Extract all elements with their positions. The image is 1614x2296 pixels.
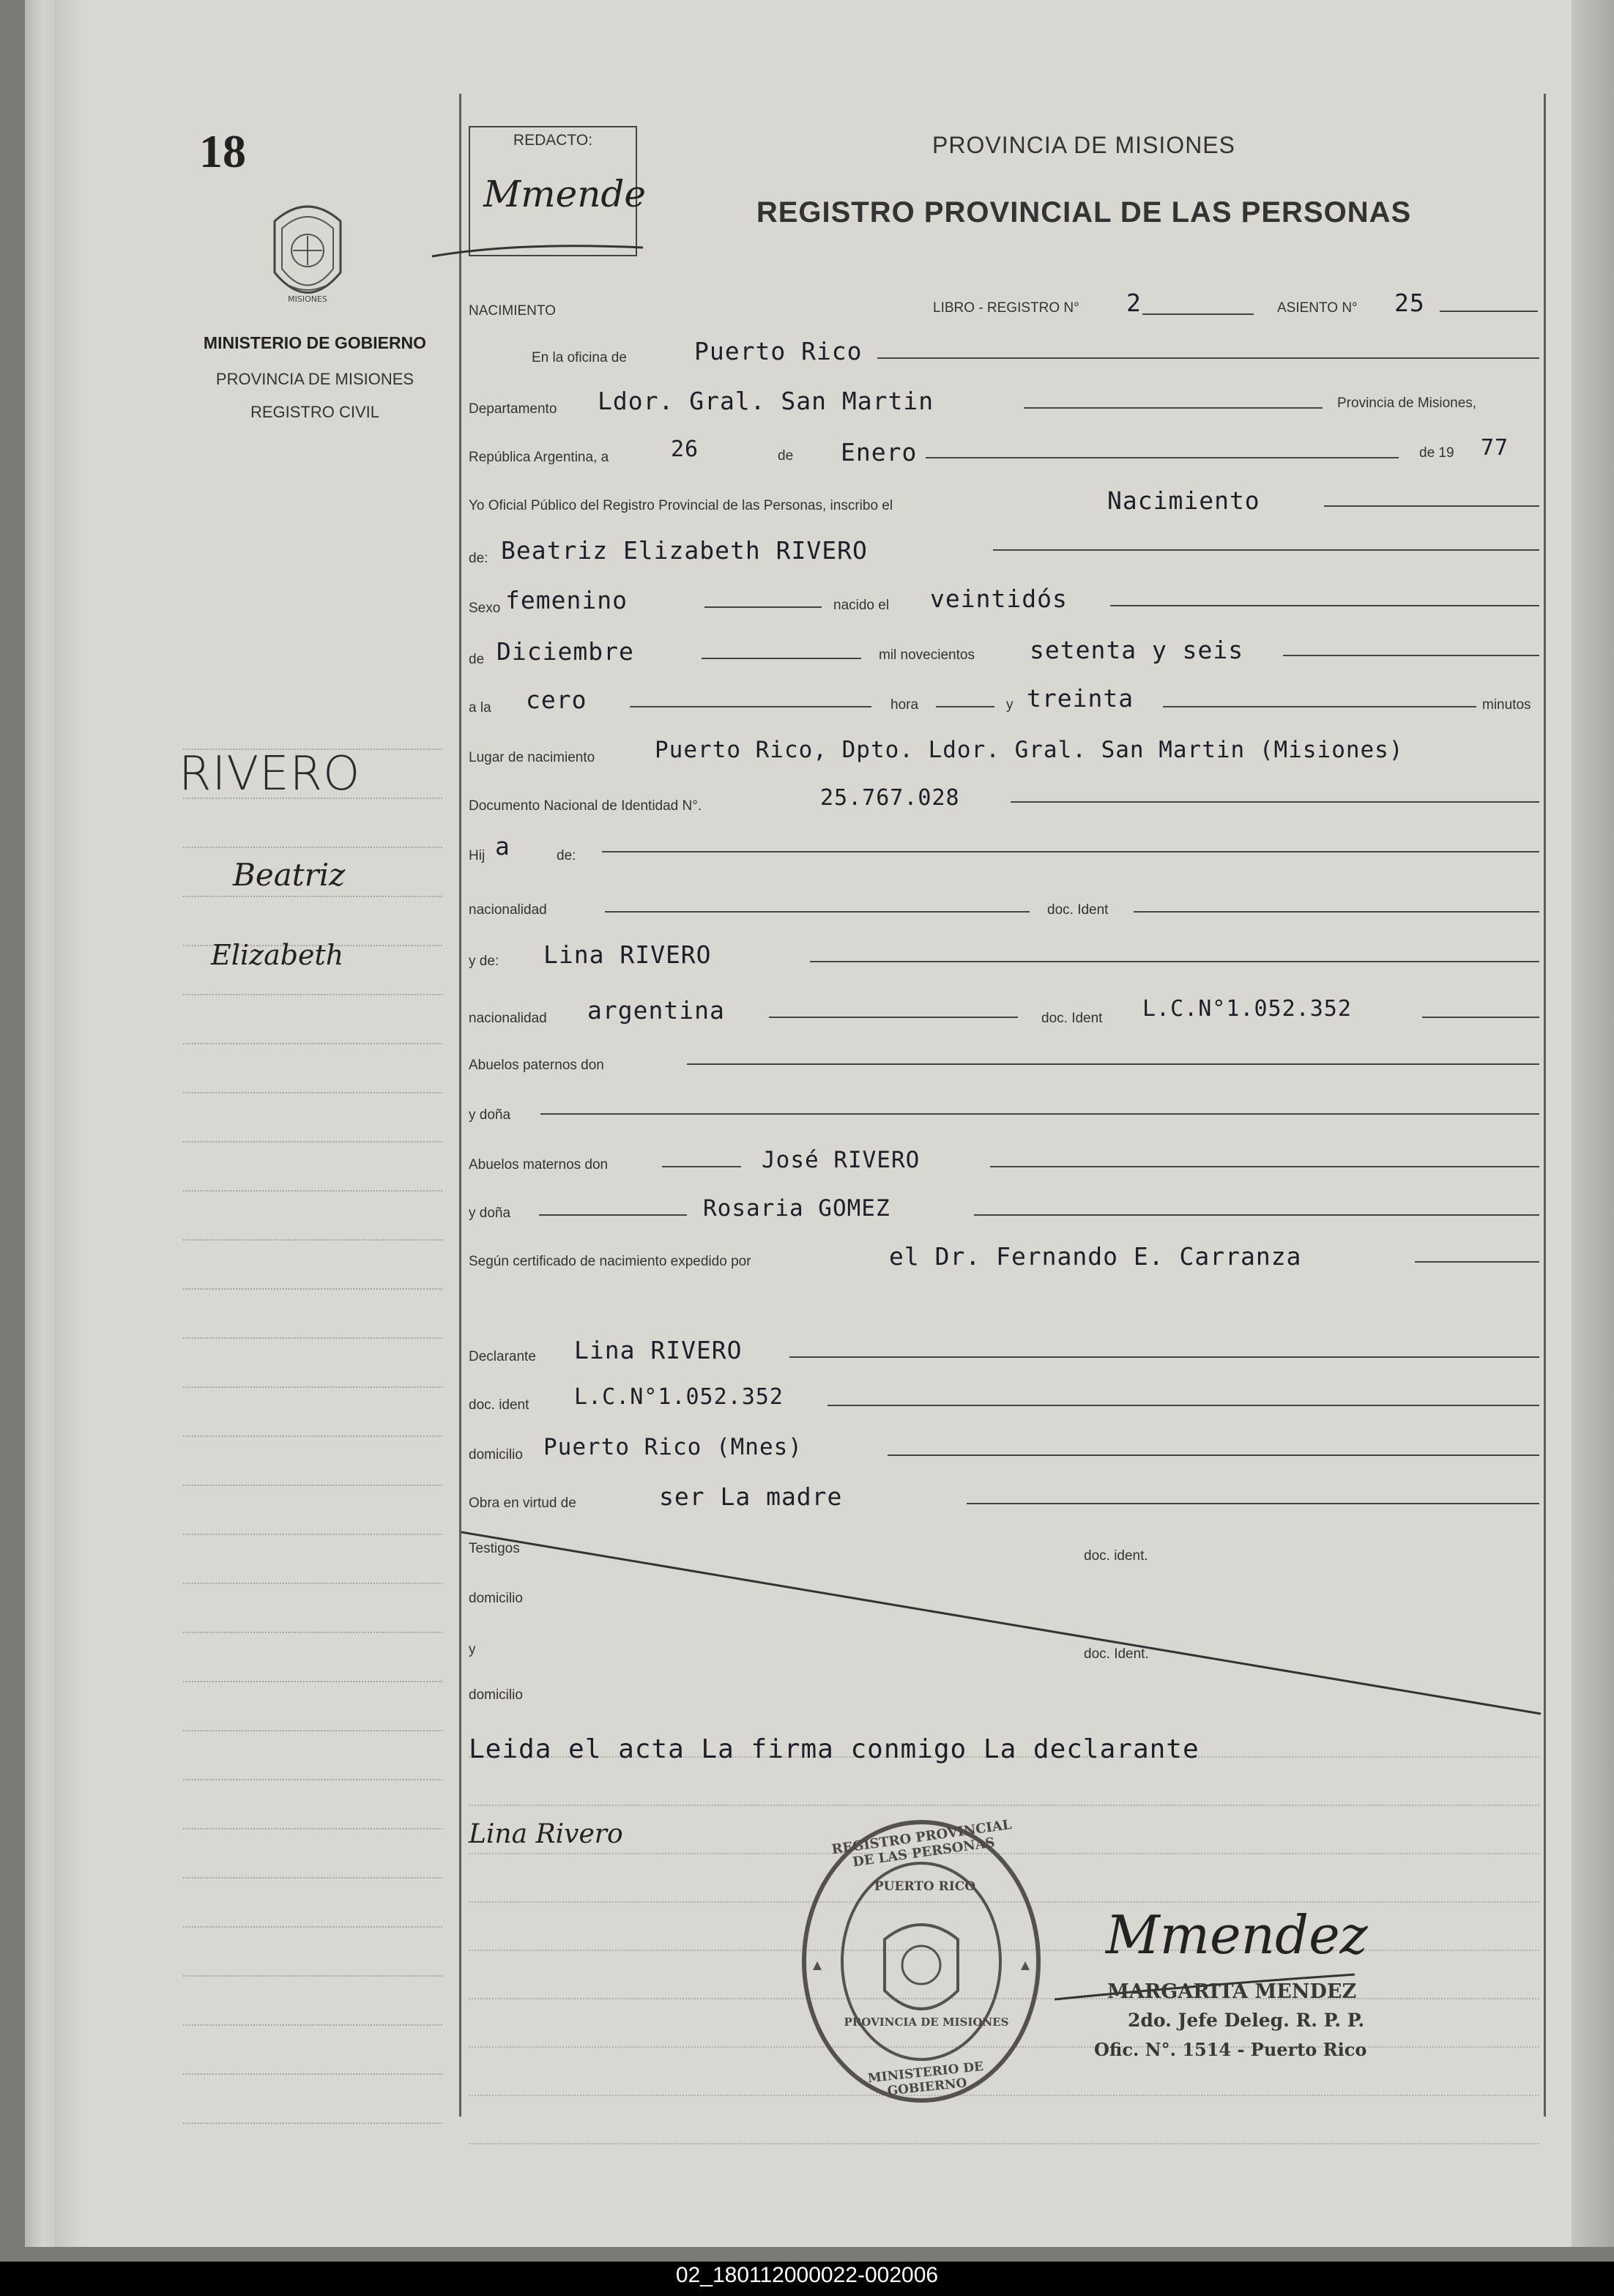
margin-first-name: Beatriz [233, 857, 346, 893]
departamento-value: Ldor. Gral. San Martin [598, 387, 934, 415]
minutos-label: minutos [1482, 697, 1531, 713]
obra-value: ser La madre [659, 1482, 843, 1511]
republica-label: República Argentina, a [469, 450, 609, 465]
doc-declarante-rule [828, 1405, 1539, 1406]
abuelo-materno-rule [990, 1166, 1539, 1167]
margin-rule [183, 1435, 442, 1437]
certificado-label: Según certificado de nacimiento expedido por [469, 1254, 751, 1269]
de-name-label: de: [469, 551, 488, 566]
abuelos-paternos-label: Abuelos paternos don [469, 1058, 604, 1073]
y-label: y [1006, 697, 1014, 713]
nacionalidad-padre-label: nacionalidad [469, 902, 547, 918]
minutos-value: treinta [1027, 684, 1134, 713]
redacto-signature: Mmende [483, 173, 646, 215]
province-title: PROVINCIA DE MISIONES [932, 132, 1235, 158]
abuela-materna-lead-rule [539, 1214, 687, 1216]
margin-rule [183, 1534, 442, 1535]
margin-rule [183, 1337, 442, 1339]
abuela-materna-rule [974, 1214, 1539, 1216]
sexo-value: femenino [505, 586, 628, 614]
certificado-rule [1415, 1261, 1539, 1263]
doc-ident-declarante-label: doc. ident [469, 1397, 529, 1413]
asiento-label: ASIENTO N° [1277, 300, 1358, 316]
closing-rule [469, 1805, 1539, 1806]
minutos-rule [1163, 706, 1476, 707]
nacionalidad-madre-rule [769, 1017, 1018, 1018]
record-type-label: NACIMIENTO [469, 303, 556, 319]
nacido-value: veintidós [930, 584, 1068, 613]
libro-value: 2 [1126, 289, 1142, 317]
padre-de-label: de: [557, 848, 576, 863]
stamp-ministry: MINISTERIO DE GOBIERNO [867, 2059, 984, 2099]
doc-ident-testigo-label: doc. ident. [1084, 1548, 1148, 1564]
margin-rule [183, 847, 442, 848]
testigos-strike-line [461, 1531, 1545, 1721]
registry-heading: REGISTRO CIVIL [250, 403, 380, 421]
provincia-label: Provincia de Misiones, [1337, 395, 1477, 411]
dni-value: 25.767.028 [820, 785, 960, 811]
oficina-value: Puerto Rico [694, 337, 863, 365]
nacionalidad-madre-label: nacionalidad [469, 1011, 547, 1026]
nombre-value: Beatriz Elizabeth RIVERO [501, 536, 868, 565]
abuelo-materno-value: José RIVERO [762, 1147, 921, 1173]
form-left-border [459, 94, 461, 2117]
padre-rule [602, 851, 1539, 852]
dni-rule [1011, 801, 1539, 803]
madre-value: Lina RIVERO [543, 940, 712, 969]
margin-rule [183, 1975, 442, 1977]
certificado-value: el Dr. Fernando E. Carranza [889, 1242, 1302, 1271]
domicilio-rule [888, 1454, 1539, 1456]
lugar-value: Puerto Rico, Dpto. Ldor. Gral. San Martin (Misiones) [655, 737, 1404, 763]
stamp-city: PUERTO RICO [874, 1879, 976, 1894]
page-number: 18 [199, 125, 246, 177]
official-signature: Mmendez [1106, 1904, 1368, 1966]
asiento-rule [1440, 311, 1538, 312]
province-heading: PROVINCIA DE MISIONES [215, 370, 414, 388]
domicilio-testigo-label: domicilio [469, 1591, 523, 1606]
year-value: 77 [1481, 435, 1509, 461]
anio-nacimiento-rule [1283, 655, 1539, 656]
lugar-label: Lugar de nacimiento [469, 750, 595, 765]
abuela-materna-value: Rosaria GOMEZ [703, 1195, 890, 1222]
declarante-rule [789, 1356, 1539, 1358]
nacido-rule [1110, 605, 1539, 606]
redacto-label: REDACTO: [513, 132, 593, 149]
a-la-label: a la [469, 700, 491, 716]
stamp-province: PROVINCIA DE MISIONES [844, 2015, 1009, 2029]
hora-value: cero [526, 686, 587, 714]
margin-rule [183, 1239, 442, 1241]
margin-rule [183, 1877, 442, 1879]
declarante-signature: Lina Rivero [469, 1819, 623, 1849]
doc-ident-madre-label: doc. Ident [1041, 1011, 1103, 1026]
year-prefix-label: de 19 [1419, 445, 1454, 461]
de-month-label: de [469, 652, 485, 667]
form-right-border [1544, 94, 1546, 2117]
oficina-label: En la oficina de [532, 350, 627, 365]
margin-middle-name: Elizabeth [211, 939, 344, 971]
hij-label: Hij [469, 848, 486, 863]
dia-value: 26 [671, 436, 699, 462]
oficina-rule [877, 357, 1539, 359]
abuelos-maternos-label: Abuelos maternos don [469, 1157, 609, 1173]
anio-nacimiento-value: setenta y seis [1030, 636, 1244, 664]
margin-rule [183, 896, 442, 897]
madre-de-label: y de: [469, 954, 499, 969]
registry-title: REGISTRO PROVINCIAL DE LAS PERSONAS [756, 196, 1412, 229]
hora-gap-rule [936, 706, 994, 707]
ministry-heading: MINISTERIO DE GOBIERNO [203, 333, 427, 352]
margin-rule [183, 1681, 442, 1682]
abuelo-paterno-rule [687, 1063, 1539, 1065]
hora-label: hora [890, 697, 919, 713]
binding-shadow [54, 0, 83, 2247]
domicilio-label: domicilio [469, 1447, 523, 1463]
mes-nacimiento-rule [702, 658, 861, 659]
page-edge-left [25, 0, 54, 2247]
y-testigo-label: y [469, 1642, 476, 1657]
asiento-value: 25 [1394, 289, 1425, 317]
margin-rule [183, 1828, 442, 1829]
stamp-ring-text: REGISTRO PROVINCIAL DE LAS PERSONAS [830, 1816, 1013, 1870]
doc-declarante-value: L.C.N°1.052.352 [574, 1384, 784, 1410]
abuela-paterna-label: y doña [469, 1107, 511, 1123]
seal-caption: MISIONES [288, 294, 327, 304]
nacionalidad-madre-value: argentina [587, 996, 725, 1025]
margin-rule [183, 2073, 442, 2075]
oficial-label: Yo Oficial Público del Registro Provincial de las Personas, inscribo el [469, 498, 893, 513]
official-title: 2do. Jefe Deleg. R. P. P. [1128, 2010, 1365, 2031]
declarante-value: Lina RIVERO [574, 1336, 743, 1364]
departamento-rule [1024, 407, 1323, 409]
mil-label: mil novecientos [879, 647, 975, 663]
de-label: de [778, 448, 794, 464]
margin-rule [183, 1730, 442, 1731]
acto-value: Nacimiento [1107, 486, 1260, 515]
declarante-label: Declarante [469, 1349, 536, 1364]
dni-label: Documento Nacional de Identidad N°. [469, 798, 702, 814]
testigos-label: Testigos [469, 1541, 520, 1556]
margin-rule [183, 1190, 442, 1192]
abuelo-materno-lead-rule [662, 1166, 741, 1167]
nombre-rule [993, 549, 1539, 551]
margin-rule [183, 1485, 442, 1486]
redacto-signature-flourish [431, 234, 650, 264]
margin-surname: RIVERO [179, 747, 361, 801]
hij-value: a [495, 832, 510, 861]
madre-rule [810, 961, 1539, 962]
nacionalidad-padre-rule [605, 911, 1030, 913]
domicilio-value: Puerto Rico (Mnes) [543, 1434, 803, 1460]
sexo-label: Sexo [469, 601, 501, 616]
libro-label: LIBRO - REGISTRO N° [933, 300, 1079, 316]
provincial-seal-icon [260, 192, 355, 316]
margin-rule [183, 1926, 442, 1928]
doc-ident-testigo2-label: doc. Ident. [1084, 1646, 1149, 1662]
page-edge-right [1572, 0, 1614, 2247]
margin-rule [183, 1386, 442, 1388]
margin-rule [183, 2024, 442, 2026]
margin-rule [183, 1288, 442, 1290]
margin-rule [183, 1779, 442, 1780]
doc-ident-padre-label: doc. Ident [1047, 902, 1109, 918]
obra-rule [967, 1503, 1539, 1504]
official-name: MARGARITA MENDEZ [1107, 1980, 1357, 2003]
hora-rule [630, 706, 871, 707]
margin-rule [183, 1092, 442, 1093]
doc-madre-value: L.C.N°1.052.352 [1142, 996, 1352, 1022]
margin-rule [183, 1632, 442, 1633]
official-office: Ofic. N°. 1514 - Puerto Rico [1094, 2039, 1367, 2060]
sexo-rule [704, 606, 822, 608]
obra-label: Obra en virtud de [469, 1496, 576, 1511]
closing-rule [469, 2143, 1539, 2144]
margin-rule [183, 1141, 442, 1143]
abuela-materna-label: y doña [469, 1205, 511, 1221]
mes-value: Enero [841, 438, 918, 467]
libro-rule [1142, 313, 1254, 315]
departamento-label: Departamento [469, 401, 557, 417]
domicilio-testigo2-label: domicilio [469, 1687, 523, 1703]
mes-nacimiento-value: Diciembre [497, 637, 634, 666]
margin-rule [183, 2122, 442, 2124]
acto-rule [1324, 505, 1539, 507]
margin-rule [183, 1043, 442, 1044]
mes-rule [926, 457, 1399, 458]
doc-madre-rule [1422, 1017, 1539, 1018]
doc-ident-padre-rule [1134, 911, 1539, 913]
closing-text: Leida el acta La firma conmigo La declarante [469, 1734, 1200, 1764]
abuela-paterna-rule [540, 1113, 1539, 1115]
nacido-label: nacido el [833, 598, 890, 613]
file-id: 02_180112000022-002006 [675, 2263, 939, 2287]
margin-rule [183, 1583, 442, 1584]
margin-rule [183, 994, 442, 995]
